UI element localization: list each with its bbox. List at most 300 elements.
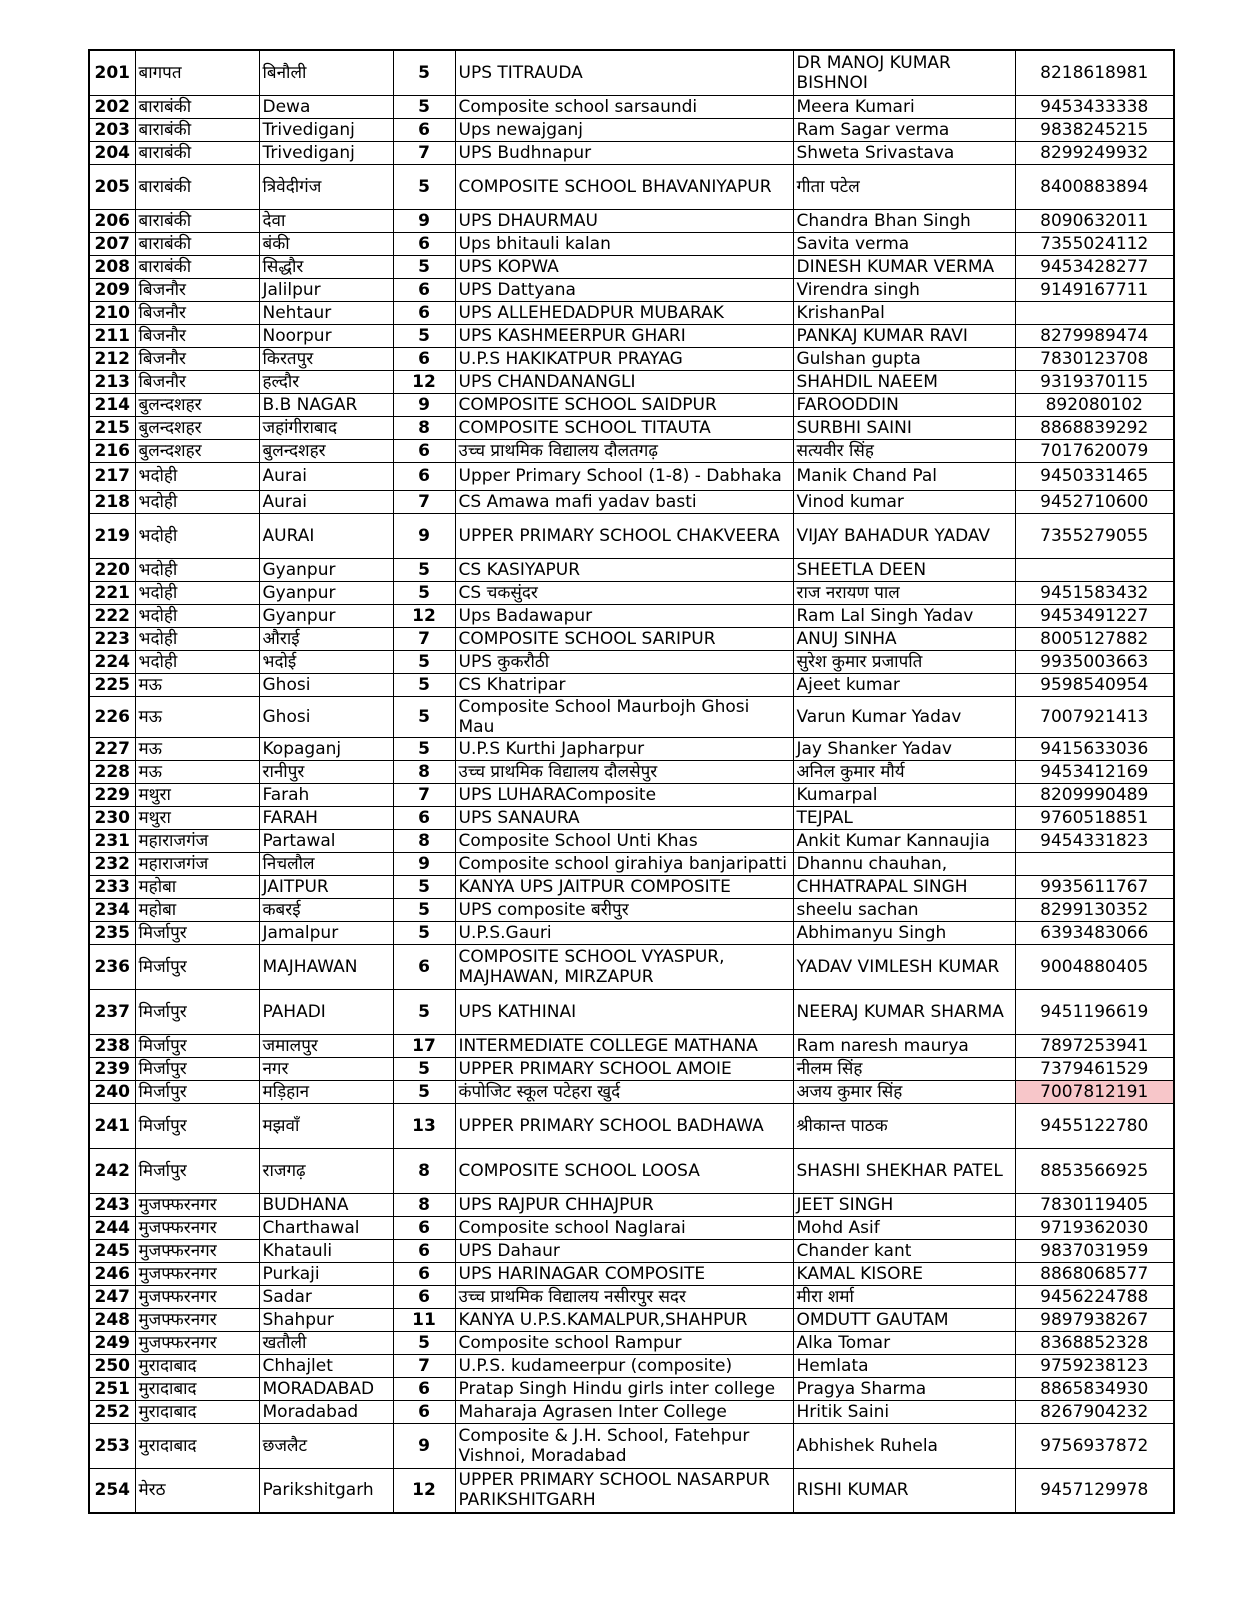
class-count-cell: 8 — [393, 1148, 455, 1193]
block-cell: FARAH — [259, 806, 393, 829]
table-row — [89, 1103, 1174, 1148]
class-count-cell: 6 — [393, 118, 455, 141]
school-name-cell: UPS TITRAUDA — [455, 50, 793, 95]
school-name-cell: Ups bhitauli kalan — [455, 232, 793, 255]
block-cell: Nehtaur — [259, 301, 393, 324]
district-cell: मऊ — [135, 760, 259, 783]
teacher-name-cell: ANUJ SINHA — [793, 627, 1015, 650]
serial-number-cell: 211 — [89, 324, 135, 347]
district-cell: मऊ — [135, 696, 259, 737]
teacher-name-cell: Hritik Saini — [793, 1400, 1015, 1423]
table-row — [89, 1057, 1174, 1080]
school-name-cell: UPPER PRIMARY SCHOOL NASARPUR PARIKSHITGARH — [455, 1468, 793, 1513]
table-row — [89, 650, 1174, 673]
table-row — [89, 416, 1174, 439]
school-name-cell: U.P.S. kudameerpur (composite) — [455, 1354, 793, 1377]
block-cell: Kopaganj — [259, 737, 393, 760]
class-count-cell: 6 — [393, 462, 455, 490]
phone-number-cell: 9759238123 — [1015, 1354, 1174, 1377]
school-name-cell: KANYA UPS JAITPUR COMPOSITE — [455, 875, 793, 898]
table-row — [89, 1331, 1174, 1354]
district-cell: मुजफ्फरनगर — [135, 1285, 259, 1308]
phone-number-cell: 8865834930 — [1015, 1377, 1174, 1400]
serial-number-cell: 213 — [89, 370, 135, 393]
block-cell: JAITPUR — [259, 875, 393, 898]
teacher-name-cell: OMDUTT GAUTAM — [793, 1308, 1015, 1331]
district-cell: मथुरा — [135, 783, 259, 806]
district-cell: महोबा — [135, 898, 259, 921]
serial-number-cell: 210 — [89, 301, 135, 324]
class-count-cell: 9 — [393, 209, 455, 232]
phone-number-cell: 9455122780 — [1015, 1103, 1174, 1148]
class-count-cell: 5 — [393, 650, 455, 673]
district-cell: मिर्जापुर — [135, 1103, 259, 1148]
school-name-cell: UPS KOPWA — [455, 255, 793, 278]
table-row — [89, 1468, 1174, 1513]
serial-number-cell: 250 — [89, 1354, 135, 1377]
district-cell: मऊ — [135, 673, 259, 696]
table-row — [89, 1239, 1174, 1262]
class-count-cell: 9 — [393, 852, 455, 875]
block-cell: MORADABAD — [259, 1377, 393, 1400]
table-row — [89, 347, 1174, 370]
school-name-cell: UPS KATHINAI — [455, 989, 793, 1034]
district-cell: मिर्जापुर — [135, 1057, 259, 1080]
teacher-name-cell: PANKAJ KUMAR RAVI — [793, 324, 1015, 347]
table-row — [89, 1080, 1174, 1103]
block-cell: किरतपुर — [259, 347, 393, 370]
school-name-cell: Composite school girahiya banjaripatti — [455, 852, 793, 875]
teacher-name-cell: मीरा शर्मा — [793, 1285, 1015, 1308]
school-name-cell: U.P.S HAKIKATPUR PRAYAG — [455, 347, 793, 370]
class-count-cell: 5 — [393, 581, 455, 604]
block-cell: BUDHANA — [259, 1193, 393, 1216]
school-name-cell: Ups newajganj — [455, 118, 793, 141]
school-table — [88, 49, 1175, 1514]
serial-number-cell: 217 — [89, 462, 135, 490]
serial-number-cell: 214 — [89, 393, 135, 416]
district-cell: मथुरा — [135, 806, 259, 829]
table-row — [89, 209, 1174, 232]
table-row — [89, 558, 1174, 581]
block-cell: छजलैट — [259, 1423, 393, 1468]
class-count-cell: 13 — [393, 1103, 455, 1148]
block-cell: रानीपुर — [259, 760, 393, 783]
table-row — [89, 627, 1174, 650]
class-count-cell: 6 — [393, 1262, 455, 1285]
school-name-cell: उच्च प्राथमिक विद्यालय नसीरपुर सदर — [455, 1285, 793, 1308]
block-cell: सिद्धौर — [259, 255, 393, 278]
table-row — [89, 1034, 1174, 1057]
phone-number-cell: 9838245215 — [1015, 118, 1174, 141]
district-cell: मुरादाबाद — [135, 1354, 259, 1377]
table-row — [89, 898, 1174, 921]
phone-number-cell: 9760518851 — [1015, 806, 1174, 829]
phone-number-cell: 9319370115 — [1015, 370, 1174, 393]
class-count-cell: 5 — [393, 1331, 455, 1354]
block-cell: Gyanpur — [259, 604, 393, 627]
class-count-cell: 6 — [393, 1216, 455, 1239]
block-cell: Sadar — [259, 1285, 393, 1308]
district-cell: मिर्जापुर — [135, 1148, 259, 1193]
district-cell: मुरादाबाद — [135, 1377, 259, 1400]
class-count-cell: 11 — [393, 1308, 455, 1331]
phone-number-cell: 9149167711 — [1015, 278, 1174, 301]
phone-number-cell: 9451583432 — [1015, 581, 1174, 604]
phone-number-cell: 8005127882 — [1015, 627, 1174, 650]
table-row — [89, 1193, 1174, 1216]
school-name-cell: UPS ALLEHEDADPUR MUBARAK — [455, 301, 793, 324]
class-count-cell: 5 — [393, 898, 455, 921]
district-cell: मिर्जापुर — [135, 989, 259, 1034]
serial-number-cell: 218 — [89, 490, 135, 513]
serial-number-cell: 230 — [89, 806, 135, 829]
class-count-cell: 5 — [393, 1080, 455, 1103]
district-cell: मिर्जापुर — [135, 1080, 259, 1103]
phone-number-cell: 7007812191 — [1015, 1080, 1174, 1103]
school-name-cell: Composite school Naglarai — [455, 1216, 793, 1239]
block-cell: त्रिवेदीगंज — [259, 164, 393, 209]
serial-number-cell: 229 — [89, 783, 135, 806]
table-row — [89, 783, 1174, 806]
class-count-cell: 6 — [393, 439, 455, 462]
teacher-name-cell: Kumarpal — [793, 783, 1015, 806]
district-cell: बाराबंकी — [135, 164, 259, 209]
school-name-cell: UPS composite बरीपुर — [455, 898, 793, 921]
block-cell: Gyanpur — [259, 558, 393, 581]
teacher-name-cell: DINESH KUMAR VERMA — [793, 255, 1015, 278]
district-cell: मुजफ्फरनगर — [135, 1216, 259, 1239]
district-cell: भदोही — [135, 627, 259, 650]
block-cell: Charthawal — [259, 1216, 393, 1239]
class-count-cell: 7 — [393, 1354, 455, 1377]
block-cell: बंकी — [259, 232, 393, 255]
block-cell: Trivediganj — [259, 141, 393, 164]
phone-number-cell: 8279989474 — [1015, 324, 1174, 347]
district-cell: भदोही — [135, 604, 259, 627]
teacher-name-cell: Shweta Srivastava — [793, 141, 1015, 164]
block-cell: नगर — [259, 1057, 393, 1080]
school-name-cell: UPS HARINAGAR COMPOSITE — [455, 1262, 793, 1285]
table-row — [89, 1377, 1174, 1400]
serial-number-cell: 254 — [89, 1468, 135, 1513]
serial-number-cell: 223 — [89, 627, 135, 650]
table-row — [89, 301, 1174, 324]
serial-number-cell: 246 — [89, 1262, 135, 1285]
block-cell: Gyanpur — [259, 581, 393, 604]
table-row — [89, 696, 1174, 737]
serial-number-cell: 228 — [89, 760, 135, 783]
table-row — [89, 324, 1174, 347]
class-count-cell: 6 — [393, 1285, 455, 1308]
class-count-cell: 8 — [393, 416, 455, 439]
school-name-cell: KANYA U.P.S.KAMALPUR,SHAHPUR — [455, 1308, 793, 1331]
phone-number-cell: 9453433338 — [1015, 95, 1174, 118]
block-cell: हल्दौर — [259, 370, 393, 393]
block-cell: राजगढ़ — [259, 1148, 393, 1193]
teacher-name-cell: सुरेश कुमार प्रजापति — [793, 650, 1015, 673]
district-cell: बाराबंकी — [135, 232, 259, 255]
teacher-name-cell: Meera Kumari — [793, 95, 1015, 118]
phone-number-cell: 9456224788 — [1015, 1285, 1174, 1308]
class-count-cell: 6 — [393, 1400, 455, 1423]
district-cell: बिजनौर — [135, 347, 259, 370]
district-cell: बिजनौर — [135, 301, 259, 324]
teacher-name-cell: Ankit Kumar Kannaujia — [793, 829, 1015, 852]
block-cell: कबरई — [259, 898, 393, 921]
school-name-cell: U.P.S.Gauri — [455, 921, 793, 944]
serial-number-cell: 244 — [89, 1216, 135, 1239]
serial-number-cell: 212 — [89, 347, 135, 370]
class-count-cell: 6 — [393, 278, 455, 301]
serial-number-cell: 221 — [89, 581, 135, 604]
block-cell: मझवाँ — [259, 1103, 393, 1148]
serial-number-cell: 237 — [89, 989, 135, 1034]
block-cell: Ghosi — [259, 673, 393, 696]
block-cell: Ghosi — [259, 696, 393, 737]
phone-number-cell: 9837031959 — [1015, 1239, 1174, 1262]
phone-number-cell: 9756937872 — [1015, 1423, 1174, 1468]
block-cell: Dewa — [259, 95, 393, 118]
block-cell: Partawal — [259, 829, 393, 852]
district-cell: महाराजगंज — [135, 852, 259, 875]
district-cell: भदोही — [135, 650, 259, 673]
block-cell: बुलन्दशहर — [259, 439, 393, 462]
serial-number-cell: 238 — [89, 1034, 135, 1057]
phone-number-cell: 9719362030 — [1015, 1216, 1174, 1239]
block-cell: Khatauli — [259, 1239, 393, 1262]
block-cell: B.B NAGAR — [259, 393, 393, 416]
district-cell: भदोही — [135, 490, 259, 513]
class-count-cell: 6 — [393, 301, 455, 324]
teacher-name-cell: Vinod kumar — [793, 490, 1015, 513]
serial-number-cell: 249 — [89, 1331, 135, 1354]
table-row — [89, 1216, 1174, 1239]
school-name-cell: Composite School Maurbojh Ghosi Mau — [455, 696, 793, 737]
table-row — [89, 462, 1174, 490]
teacher-name-cell: RISHI KUMAR — [793, 1468, 1015, 1513]
serial-number-cell: 224 — [89, 650, 135, 673]
class-count-cell: 5 — [393, 50, 455, 95]
school-name-cell: CS चकसुंदर — [455, 581, 793, 604]
class-count-cell: 5 — [393, 95, 455, 118]
block-cell: Jalilpur — [259, 278, 393, 301]
table-body — [89, 50, 1174, 1513]
school-name-cell: COMPOSITE SCHOOL TITAUTA — [455, 416, 793, 439]
phone-number-cell: 6393483066 — [1015, 921, 1174, 944]
block-cell: Aurai — [259, 462, 393, 490]
class-count-cell: 8 — [393, 829, 455, 852]
block-cell: मड़िहान — [259, 1080, 393, 1103]
school-name-cell: UPS KASHMEERPUR GHARI — [455, 324, 793, 347]
phone-number-cell — [1015, 301, 1174, 324]
table-row — [89, 604, 1174, 627]
district-cell: भदोही — [135, 581, 259, 604]
school-name-cell: उच्च प्राथमिक विद्यालय दौलतगढ़ — [455, 439, 793, 462]
phone-number-cell: 8299249932 — [1015, 141, 1174, 164]
teacher-name-cell: Chandra Bhan Singh — [793, 209, 1015, 232]
class-count-cell: 12 — [393, 604, 455, 627]
block-cell: देवा — [259, 209, 393, 232]
serial-number-cell: 251 — [89, 1377, 135, 1400]
school-name-cell: COMPOSITE SCHOOL SARIPUR — [455, 627, 793, 650]
teacher-name-cell: JEET SINGH — [793, 1193, 1015, 1216]
block-cell: जहांगीराबाद — [259, 416, 393, 439]
class-count-cell: 6 — [393, 806, 455, 829]
teacher-name-cell: Hemlata — [793, 1354, 1015, 1377]
school-name-cell: UPS DHAURMAU — [455, 209, 793, 232]
serial-number-cell: 248 — [89, 1308, 135, 1331]
serial-number-cell: 201 — [89, 50, 135, 95]
serial-number-cell: 225 — [89, 673, 135, 696]
school-name-cell: Composite & J.H. School, Fatehpur Vishnoi, Moradabad — [455, 1423, 793, 1468]
school-name-cell: UPS LUHARAComposite — [455, 783, 793, 806]
phone-number-cell: 9457129978 — [1015, 1468, 1174, 1513]
district-cell: मिर्जापुर — [135, 921, 259, 944]
table-row — [89, 1148, 1174, 1193]
block-cell: Purkaji — [259, 1262, 393, 1285]
table-row — [89, 513, 1174, 558]
district-cell: बाराबंकी — [135, 209, 259, 232]
table-row — [89, 95, 1174, 118]
serial-number-cell: 202 — [89, 95, 135, 118]
serial-number-cell: 216 — [89, 439, 135, 462]
table-row — [89, 370, 1174, 393]
class-count-cell: 7 — [393, 627, 455, 650]
phone-number-cell: 8400883894 — [1015, 164, 1174, 209]
school-name-cell: UPS CHANDANANGLI — [455, 370, 793, 393]
school-name-cell: Ups Badawapur — [455, 604, 793, 627]
block-cell: Farah — [259, 783, 393, 806]
district-cell: महोबा — [135, 875, 259, 898]
district-cell: मऊ — [135, 737, 259, 760]
teacher-name-cell: Alka Tomar — [793, 1331, 1015, 1354]
class-count-cell: 6 — [393, 232, 455, 255]
table-row — [89, 737, 1174, 760]
teacher-name-cell: Ajeet kumar — [793, 673, 1015, 696]
district-cell: भदोही — [135, 558, 259, 581]
teacher-name-cell: Gulshan gupta — [793, 347, 1015, 370]
table-row — [89, 164, 1174, 209]
serial-number-cell: 233 — [89, 875, 135, 898]
block-cell: Jamalpur — [259, 921, 393, 944]
block-cell: खतौली — [259, 1331, 393, 1354]
phone-number-cell: 7355024112 — [1015, 232, 1174, 255]
block-cell: PAHADI — [259, 989, 393, 1034]
table-row — [89, 1400, 1174, 1423]
block-cell: Shahpur — [259, 1308, 393, 1331]
serial-number-cell: 253 — [89, 1423, 135, 1468]
teacher-name-cell: Jay Shanker Yadav — [793, 737, 1015, 760]
school-name-cell: COMPOSITE SCHOOL VYASPUR, MAJHAWAN, MIRZAPUR — [455, 944, 793, 989]
phone-number-cell: 8868839292 — [1015, 416, 1174, 439]
phone-number-cell — [1015, 852, 1174, 875]
table-row — [89, 141, 1174, 164]
table-row — [89, 852, 1174, 875]
phone-number-cell: 9004880405 — [1015, 944, 1174, 989]
block-cell: Trivediganj — [259, 118, 393, 141]
phone-number-cell: 9454331823 — [1015, 829, 1174, 852]
teacher-name-cell: KAMAL KISORE — [793, 1262, 1015, 1285]
table-row — [89, 760, 1174, 783]
class-count-cell: 7 — [393, 490, 455, 513]
phone-number-cell: 9897938267 — [1015, 1308, 1174, 1331]
table-row — [89, 673, 1174, 696]
school-name-cell: Composite School Unti Khas — [455, 829, 793, 852]
serial-number-cell: 208 — [89, 255, 135, 278]
table-row — [89, 806, 1174, 829]
district-cell: मिर्जापुर — [135, 1034, 259, 1057]
serial-number-cell: 226 — [89, 696, 135, 737]
teacher-name-cell: TEJPAL — [793, 806, 1015, 829]
school-name-cell: Pratap Singh Hindu girls inter college — [455, 1377, 793, 1400]
district-cell: बुलन्दशहर — [135, 393, 259, 416]
table-row — [89, 829, 1174, 852]
class-count-cell: 6 — [393, 1377, 455, 1400]
phone-number-cell: 8218618981 — [1015, 50, 1174, 95]
teacher-name-cell: FAROODDIN — [793, 393, 1015, 416]
phone-number-cell: 9935003663 — [1015, 650, 1174, 673]
district-cell: मुजफ्फरनगर — [135, 1331, 259, 1354]
class-count-cell: 5 — [393, 696, 455, 737]
phone-number-cell: 9453428277 — [1015, 255, 1174, 278]
school-name-cell: कंपोजिट स्कूल पटेहरा खुर्द — [455, 1080, 793, 1103]
district-cell: बुलन्दशहर — [135, 416, 259, 439]
class-count-cell: 5 — [393, 921, 455, 944]
class-count-cell: 7 — [393, 141, 455, 164]
class-count-cell: 9 — [393, 1423, 455, 1468]
serial-number-cell: 227 — [89, 737, 135, 760]
phone-number-cell: 9453412169 — [1015, 760, 1174, 783]
teacher-name-cell: CHHATRAPAL SINGH — [793, 875, 1015, 898]
school-name-cell: CS Khatripar — [455, 673, 793, 696]
serial-number-cell: 207 — [89, 232, 135, 255]
teacher-name-cell: Savita verma — [793, 232, 1015, 255]
district-cell: बाराबंकी — [135, 141, 259, 164]
phone-number-cell: 7017620079 — [1015, 439, 1174, 462]
teacher-name-cell: श्रीकान्त पाठक — [793, 1103, 1015, 1148]
district-cell: मुजफ्फरनगर — [135, 1239, 259, 1262]
class-count-cell: 5 — [393, 164, 455, 209]
school-name-cell: UPS Dahaur — [455, 1239, 793, 1262]
table-row — [89, 255, 1174, 278]
serial-number-cell: 219 — [89, 513, 135, 558]
serial-number-cell: 232 — [89, 852, 135, 875]
serial-number-cell: 204 — [89, 141, 135, 164]
serial-number-cell: 235 — [89, 921, 135, 944]
district-cell: मिर्जापुर — [135, 944, 259, 989]
class-count-cell: 6 — [393, 347, 455, 370]
block-cell: Parikshitgarh — [259, 1468, 393, 1513]
phone-number-cell: 7830123708 — [1015, 347, 1174, 370]
teacher-name-cell: Pragya Sharma — [793, 1377, 1015, 1400]
teacher-name-cell: Mohd Asif — [793, 1216, 1015, 1239]
class-count-cell: 5 — [393, 558, 455, 581]
school-name-cell: CS Amawa mafi yadav basti — [455, 490, 793, 513]
district-cell: बाराबंकी — [135, 118, 259, 141]
table-row — [89, 1354, 1174, 1377]
school-name-cell: UPPER PRIMARY SCHOOL AMOIE — [455, 1057, 793, 1080]
table-row — [89, 278, 1174, 301]
table-row — [89, 490, 1174, 513]
table-row — [89, 921, 1174, 944]
teacher-name-cell: Ram Lal Singh Yadav — [793, 604, 1015, 627]
teacher-name-cell: Ram Sagar verma — [793, 118, 1015, 141]
class-count-cell: 5 — [393, 875, 455, 898]
district-cell: बिजनौर — [135, 370, 259, 393]
serial-number-cell: 220 — [89, 558, 135, 581]
serial-number-cell: 234 — [89, 898, 135, 921]
